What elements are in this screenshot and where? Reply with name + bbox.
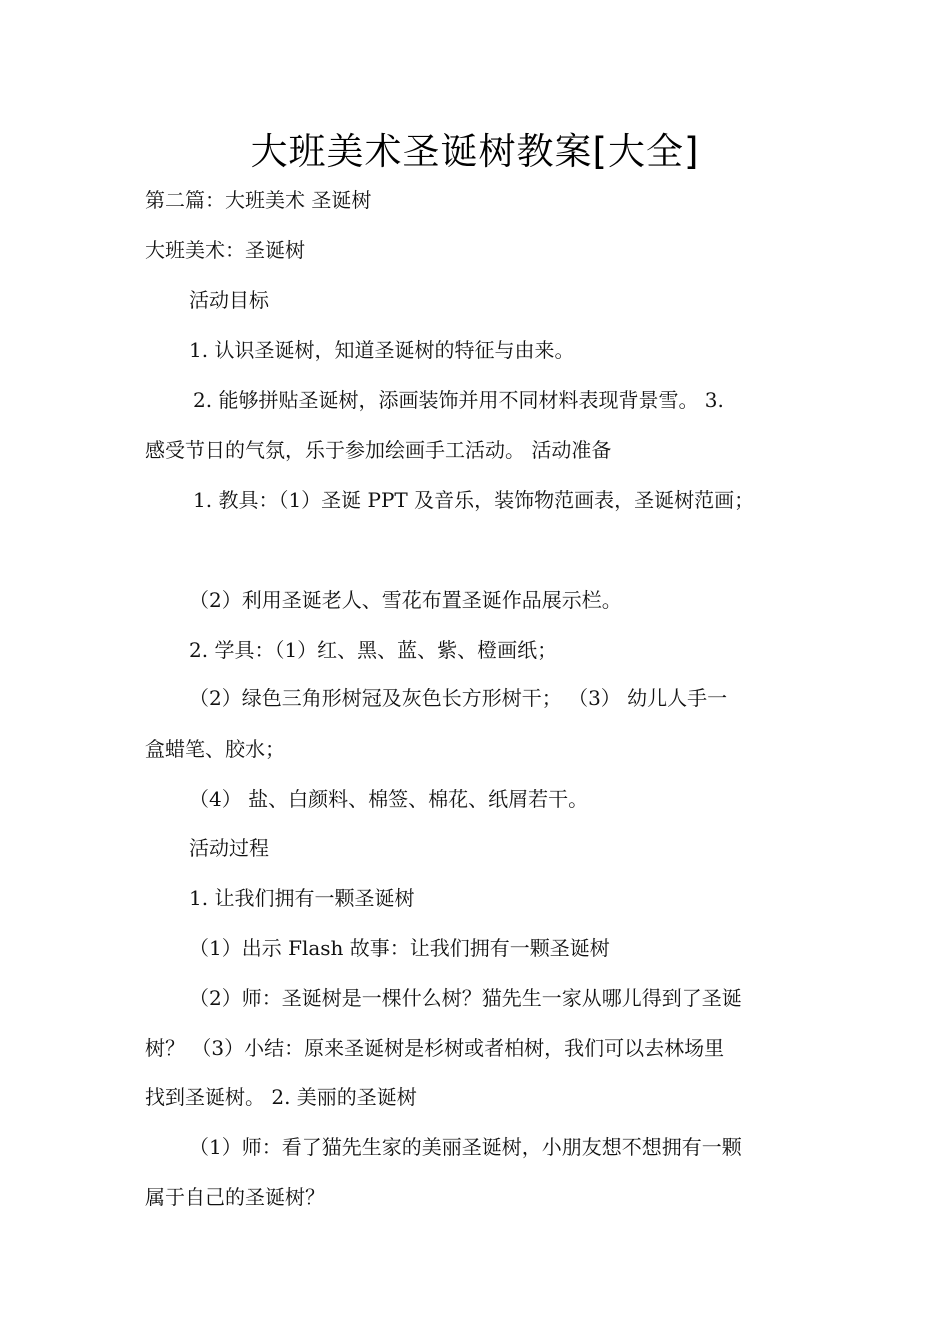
text-line-process-2a: （1）师：看了猫先生家的美丽圣诞树，小朋友想不想拥有一颗 <box>189 1135 742 1159</box>
text-line-section-heading: 第二篇：大班美术 圣诞树 <box>145 188 372 212</box>
document-title: 大班美术圣诞树教案[大全] <box>250 130 700 173</box>
text-line-goal-2: 2. 能够拼贴圣诞树，添画装饰并用不同材料表现背景雪。 3. <box>193 388 724 412</box>
text-line-process-2: 找到圣诞树。 2. 美丽的圣诞树 <box>145 1085 417 1109</box>
text-line-process-1b: （2）师：圣诞树是一棵什么树？猫先生一家从哪儿得到了圣诞 <box>189 986 742 1010</box>
text-line-process-heading: 活动过程 <box>189 836 269 860</box>
text-line-prep-2d: （4） 盐、白颜料、棉签、棉花、纸屑若干。 <box>189 787 589 811</box>
text-line-process-1: 1. 让我们拥有一颗圣诞树 <box>189 886 415 910</box>
text-line-subtitle: 大班美术：圣诞树 <box>145 238 305 262</box>
text-line-process-2b: 属于自己的圣诞树？ <box>145 1185 325 1209</box>
text-line-goals-heading: 活动目标 <box>189 288 269 312</box>
text-line-prep-2b: （2）绿色三角形树冠及灰色长方形树干； （3） 幼儿人手一 <box>189 686 728 710</box>
text-line-prep-2c: 盒蜡笔、胶水； <box>145 737 285 761</box>
text-line-prep-1b: （2）利用圣诞老人、雪花布置圣诞作品展示栏。 <box>189 588 622 612</box>
text-line-prep-2: 2. 学具：（1）红、黑、蓝、紫、橙画纸； <box>189 638 558 662</box>
text-line-goal-1: 1. 认识圣诞树，知道圣诞树的特征与由来。 <box>189 338 575 362</box>
text-line-process-1c: 树？ （3）小结：原来圣诞树是杉树或者柏树，我们可以去林场里 <box>145 1036 725 1060</box>
text-line-goal-3: 感受节日的气氛，乐于参加绘画手工活动。 活动准备 <box>145 438 612 462</box>
text-line-process-1a: （1）出示 Flash 故事：让我们拥有一颗圣诞树 <box>189 936 610 960</box>
text-line-prep-1: 1. 教具：（1）圣诞 PPT 及音乐，装饰物范画表，圣诞树范画； <box>193 488 755 512</box>
